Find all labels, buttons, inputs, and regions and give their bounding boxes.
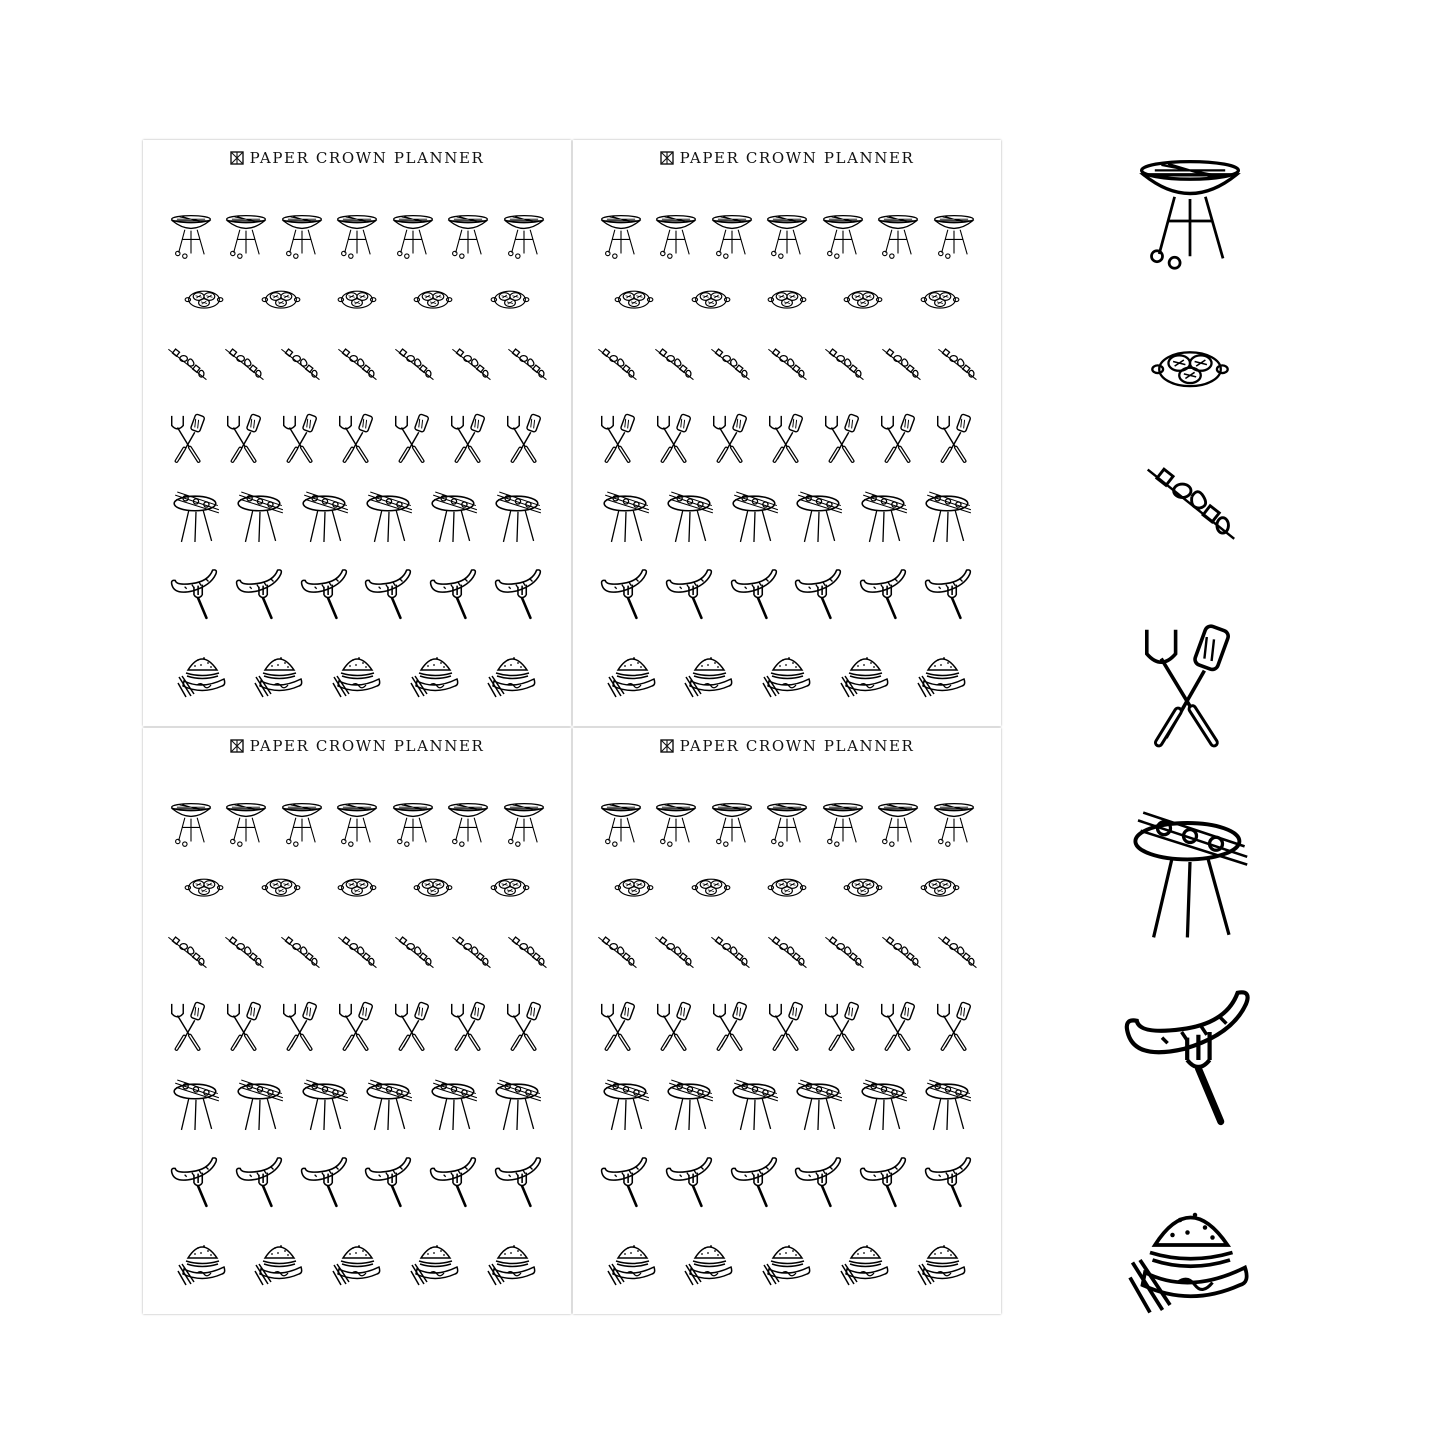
burger-and-hotdog-icon bbox=[402, 1236, 468, 1288]
patties-pan-icon bbox=[252, 873, 310, 913]
burger-and-hotdog-icon bbox=[169, 648, 235, 700]
sausage-on-fork-icon bbox=[663, 1156, 717, 1210]
kebab-skewer-icon bbox=[273, 933, 327, 977]
kebab-skewer-icon bbox=[817, 933, 871, 977]
sticker-sheet bbox=[573, 728, 1001, 1314]
sausage-on-fork-icon bbox=[168, 568, 222, 622]
sticker-row bbox=[143, 485, 571, 549]
sticker-row bbox=[573, 1236, 1001, 1288]
kebab-skewer-icon bbox=[703, 933, 757, 977]
kettle-grill-icon bbox=[876, 790, 920, 856]
burger-and-hotdog-icon bbox=[832, 648, 898, 700]
fork-and-spatula-icon bbox=[445, 993, 493, 1059]
kettle-grill-icon bbox=[502, 790, 546, 856]
skewer-grill-icon bbox=[299, 485, 351, 549]
sausage-on-fork-icon bbox=[857, 568, 911, 622]
skewer-grill-icon bbox=[793, 1073, 845, 1137]
fork-and-spatula-icon bbox=[165, 993, 213, 1059]
sticker-row bbox=[143, 873, 571, 913]
sticker-sheet bbox=[143, 728, 571, 1314]
skewer-grill-icon bbox=[363, 485, 415, 549]
sticker-row bbox=[143, 790, 571, 856]
sticker-row bbox=[573, 993, 1001, 1059]
crown-logo-icon bbox=[660, 739, 674, 753]
kettle-grill-icon bbox=[169, 202, 213, 268]
fork-and-spatula-icon bbox=[651, 993, 699, 1059]
skewer-grill-icon bbox=[922, 485, 974, 549]
patties-pan-icon bbox=[481, 873, 539, 913]
patties-pan-icon bbox=[758, 285, 816, 325]
sticker-row bbox=[143, 1156, 571, 1210]
skewer-grill-icon bbox=[858, 485, 910, 549]
sticker-row bbox=[573, 790, 1001, 856]
patties-pan-icon bbox=[605, 285, 663, 325]
kettle-grill-icon bbox=[446, 790, 490, 856]
skewer-grill-icon bbox=[858, 1073, 910, 1137]
sausage-on-fork-icon bbox=[362, 568, 416, 622]
sticker-row bbox=[143, 1236, 571, 1288]
skewer-grill-icon bbox=[600, 1073, 652, 1137]
kebab-skewer-icon bbox=[703, 345, 757, 389]
kebab-skewer-icon bbox=[500, 345, 554, 389]
patties-pan-icon bbox=[682, 285, 740, 325]
patties-pan-icon bbox=[1115, 340, 1265, 420]
sausage-on-fork-icon bbox=[298, 1156, 352, 1210]
sticker-row bbox=[143, 202, 571, 268]
sausage-on-fork-icon bbox=[922, 1156, 976, 1210]
sticker-sheet bbox=[143, 140, 571, 726]
kettle-grill-icon bbox=[932, 202, 976, 268]
kebab-skewer-icon bbox=[647, 933, 701, 977]
sausage-on-fork-icon bbox=[792, 568, 846, 622]
skewer-grill-icon bbox=[428, 1073, 480, 1137]
kettle-grill-icon bbox=[224, 790, 268, 856]
skewer-grill-icon bbox=[428, 485, 480, 549]
patties-pan-icon bbox=[834, 285, 892, 325]
kettle-grill-icon bbox=[280, 790, 324, 856]
burger-and-hotdog-icon bbox=[479, 648, 545, 700]
kebab-skewer-icon bbox=[444, 345, 498, 389]
skewer-grill-icon bbox=[363, 1073, 415, 1137]
patties-pan-icon bbox=[175, 873, 233, 913]
kettle-grill-icon bbox=[821, 202, 865, 268]
sausage-on-fork-icon bbox=[492, 568, 546, 622]
kebab-skewer-icon bbox=[444, 933, 498, 977]
kebab-skewer-icon bbox=[387, 933, 441, 977]
icon-preview-column bbox=[1100, 140, 1280, 1314]
sticker-row bbox=[143, 285, 571, 325]
skewer-grill-icon bbox=[170, 485, 222, 549]
burger-and-hotdog-icon bbox=[246, 648, 312, 700]
sheet-header bbox=[573, 148, 1001, 168]
brand-name: PAPER CROWN PLANNER bbox=[679, 149, 915, 167]
kebab-skewer-icon bbox=[330, 345, 384, 389]
sticker-row bbox=[573, 285, 1001, 325]
burger-and-hotdog-icon bbox=[324, 1236, 390, 1288]
sausage-on-fork-icon bbox=[362, 1156, 416, 1210]
fork-and-spatula-icon bbox=[875, 993, 923, 1059]
kebab-skewer-icon bbox=[160, 933, 214, 977]
skewer-grill-icon bbox=[234, 1073, 286, 1137]
sheet-header bbox=[573, 736, 1001, 756]
fork-and-spatula-icon bbox=[651, 405, 699, 471]
sticker-row bbox=[143, 648, 571, 700]
skewer-grill-icon bbox=[234, 485, 286, 549]
kettle-grill-icon bbox=[710, 202, 754, 268]
fork-and-spatula-icon bbox=[389, 993, 437, 1059]
kettle-grill-icon bbox=[280, 202, 324, 268]
skewer-grill-icon bbox=[492, 485, 544, 549]
fork-and-spatula-icon bbox=[165, 405, 213, 471]
fork-and-spatula-icon bbox=[595, 405, 643, 471]
fork-and-spatula-icon bbox=[1130, 610, 1250, 760]
fork-and-spatula-icon bbox=[819, 993, 867, 1059]
patties-pan-icon bbox=[328, 873, 386, 913]
patties-pan-icon bbox=[175, 285, 233, 325]
skewer-grill-icon bbox=[299, 1073, 351, 1137]
sausage-on-fork-icon bbox=[922, 568, 976, 622]
sticker-row bbox=[573, 345, 1001, 389]
skewer-grill-icon bbox=[664, 1073, 716, 1137]
skewer-grill-icon bbox=[793, 485, 845, 549]
fork-and-spatula-icon bbox=[763, 405, 811, 471]
burger-and-hotdog-icon bbox=[169, 1236, 235, 1288]
sheet-header bbox=[143, 736, 571, 756]
sticker-row bbox=[143, 1073, 571, 1137]
sticker-row bbox=[573, 202, 1001, 268]
patties-pan-icon bbox=[605, 873, 663, 913]
fork-and-spatula-icon bbox=[501, 405, 549, 471]
kebab-skewer-icon bbox=[330, 933, 384, 977]
fork-and-spatula-icon bbox=[277, 405, 325, 471]
sausage-on-fork-icon bbox=[857, 1156, 911, 1210]
sticker-row bbox=[573, 933, 1001, 977]
burger-and-hotdog-icon bbox=[909, 1236, 975, 1288]
sausage-on-fork-icon bbox=[492, 1156, 546, 1210]
sausage-on-fork-icon bbox=[792, 1156, 846, 1210]
skewer-grill-icon bbox=[729, 1073, 781, 1137]
burger-and-hotdog-icon bbox=[599, 1236, 665, 1288]
kebab-skewer-icon bbox=[160, 345, 214, 389]
kettle-grill-icon bbox=[391, 202, 435, 268]
patties-pan-icon bbox=[328, 285, 386, 325]
fork-and-spatula-icon bbox=[501, 993, 549, 1059]
kebab-skewer-icon bbox=[387, 345, 441, 389]
kettle-grill-icon bbox=[391, 790, 435, 856]
fork-and-spatula-icon bbox=[931, 993, 979, 1059]
burger-and-hotdog-icon bbox=[1105, 1190, 1275, 1320]
sticker-row bbox=[573, 405, 1001, 471]
burger-and-hotdog-icon bbox=[324, 648, 390, 700]
kettle-grill-icon bbox=[446, 202, 490, 268]
sticker-row bbox=[143, 993, 571, 1059]
kebab-skewer-icon bbox=[590, 933, 644, 977]
skewer-grill-icon bbox=[922, 1073, 974, 1137]
patties-pan-icon bbox=[252, 285, 310, 325]
burger-and-hotdog-icon bbox=[402, 648, 468, 700]
sticker-row bbox=[573, 1156, 1001, 1210]
patties-pan-icon bbox=[758, 873, 816, 913]
kettle-grill-icon bbox=[169, 790, 213, 856]
fork-and-spatula-icon bbox=[389, 405, 437, 471]
fork-and-spatula-icon bbox=[875, 405, 923, 471]
sausage-on-fork-icon bbox=[427, 1156, 481, 1210]
kettle-grill-icon bbox=[876, 202, 920, 268]
sausage-on-fork-icon bbox=[233, 568, 287, 622]
sausage-on-fork-icon bbox=[427, 568, 481, 622]
burger-and-hotdog-icon bbox=[676, 648, 742, 700]
sausage-on-fork-icon bbox=[168, 1156, 222, 1210]
patties-pan-icon bbox=[834, 873, 892, 913]
kebab-skewer-icon bbox=[590, 345, 644, 389]
kebab-skewer-icon bbox=[217, 345, 271, 389]
brand-name: PAPER CROWN PLANNER bbox=[249, 737, 485, 755]
kebab-skewer-icon bbox=[874, 345, 928, 389]
skewer-grill-icon bbox=[600, 485, 652, 549]
sheet-header bbox=[143, 148, 571, 168]
fork-and-spatula-icon bbox=[595, 993, 643, 1059]
kebab-skewer-icon bbox=[647, 345, 701, 389]
sausage-on-fork-icon bbox=[598, 1156, 652, 1210]
sticker-row bbox=[143, 405, 571, 471]
fork-and-spatula-icon bbox=[707, 405, 755, 471]
sticker-sheet-grid bbox=[143, 140, 1001, 1314]
kettle-grill-icon bbox=[335, 202, 379, 268]
sausage-on-fork-icon bbox=[728, 1156, 782, 1210]
skewer-grill-icon bbox=[729, 485, 781, 549]
fork-and-spatula-icon bbox=[707, 993, 755, 1059]
crown-logo-icon bbox=[230, 739, 244, 753]
kebab-skewer-icon bbox=[760, 345, 814, 389]
fork-and-spatula-icon bbox=[931, 405, 979, 471]
brand-name: PAPER CROWN PLANNER bbox=[679, 737, 915, 755]
kettle-grill-icon bbox=[335, 790, 379, 856]
sausage-on-fork-icon bbox=[663, 568, 717, 622]
burger-and-hotdog-icon bbox=[479, 1236, 545, 1288]
kettle-grill-icon bbox=[502, 202, 546, 268]
patties-pan-icon bbox=[404, 285, 462, 325]
crown-logo-icon bbox=[230, 151, 244, 165]
fork-and-spatula-icon bbox=[221, 405, 269, 471]
sausage-on-fork-icon bbox=[233, 1156, 287, 1210]
skewer-grill-icon bbox=[1125, 800, 1255, 950]
burger-and-hotdog-icon bbox=[754, 648, 820, 700]
sticker-row bbox=[143, 933, 571, 977]
kettle-grill-icon bbox=[1135, 140, 1245, 280]
sticker-row bbox=[573, 873, 1001, 913]
crown-logo-icon bbox=[660, 151, 674, 165]
patties-pan-icon bbox=[911, 873, 969, 913]
patties-pan-icon bbox=[911, 285, 969, 325]
skewer-grill-icon bbox=[664, 485, 716, 549]
fork-and-spatula-icon bbox=[333, 993, 381, 1059]
sticker-row bbox=[573, 1073, 1001, 1137]
sticker-row bbox=[143, 568, 571, 622]
patties-pan-icon bbox=[404, 873, 462, 913]
kettle-grill-icon bbox=[599, 202, 643, 268]
sausage-on-fork-icon bbox=[728, 568, 782, 622]
kebab-skewer-icon bbox=[500, 933, 554, 977]
sticker-row bbox=[143, 345, 571, 389]
sticker-sheet bbox=[573, 140, 1001, 726]
sticker-row bbox=[573, 568, 1001, 622]
sausage-on-fork-icon bbox=[298, 568, 352, 622]
burger-and-hotdog-icon bbox=[909, 648, 975, 700]
skewer-grill-icon bbox=[170, 1073, 222, 1137]
brand-name: PAPER CROWN PLANNER bbox=[249, 149, 485, 167]
kebab-skewer-icon bbox=[930, 345, 984, 389]
kettle-grill-icon bbox=[932, 790, 976, 856]
fork-and-spatula-icon bbox=[333, 405, 381, 471]
burger-and-hotdog-icon bbox=[676, 1236, 742, 1288]
burger-and-hotdog-icon bbox=[754, 1236, 820, 1288]
kebab-skewer-icon bbox=[1115, 460, 1265, 560]
sausage-on-fork-icon bbox=[1120, 985, 1260, 1135]
fork-and-spatula-icon bbox=[445, 405, 493, 471]
kettle-grill-icon bbox=[654, 790, 698, 856]
sticker-row bbox=[573, 485, 1001, 549]
kettle-grill-icon bbox=[710, 790, 754, 856]
kebab-skewer-icon bbox=[874, 933, 928, 977]
skewer-grill-icon bbox=[492, 1073, 544, 1137]
patties-pan-icon bbox=[682, 873, 740, 913]
kebab-skewer-icon bbox=[930, 933, 984, 977]
sticker-row bbox=[573, 648, 1001, 700]
kebab-skewer-icon bbox=[817, 345, 871, 389]
kettle-grill-icon bbox=[654, 202, 698, 268]
kettle-grill-icon bbox=[765, 202, 809, 268]
kebab-skewer-icon bbox=[217, 933, 271, 977]
kettle-grill-icon bbox=[765, 790, 809, 856]
patties-pan-icon bbox=[481, 285, 539, 325]
kettle-grill-icon bbox=[821, 790, 865, 856]
fork-and-spatula-icon bbox=[763, 993, 811, 1059]
burger-and-hotdog-icon bbox=[246, 1236, 312, 1288]
sausage-on-fork-icon bbox=[598, 568, 652, 622]
kebab-skewer-icon bbox=[273, 345, 327, 389]
fork-and-spatula-icon bbox=[221, 993, 269, 1059]
fork-and-spatula-icon bbox=[819, 405, 867, 471]
kettle-grill-icon bbox=[599, 790, 643, 856]
kebab-skewer-icon bbox=[760, 933, 814, 977]
burger-and-hotdog-icon bbox=[832, 1236, 898, 1288]
burger-and-hotdog-icon bbox=[599, 648, 665, 700]
kettle-grill-icon bbox=[224, 202, 268, 268]
fork-and-spatula-icon bbox=[277, 993, 325, 1059]
